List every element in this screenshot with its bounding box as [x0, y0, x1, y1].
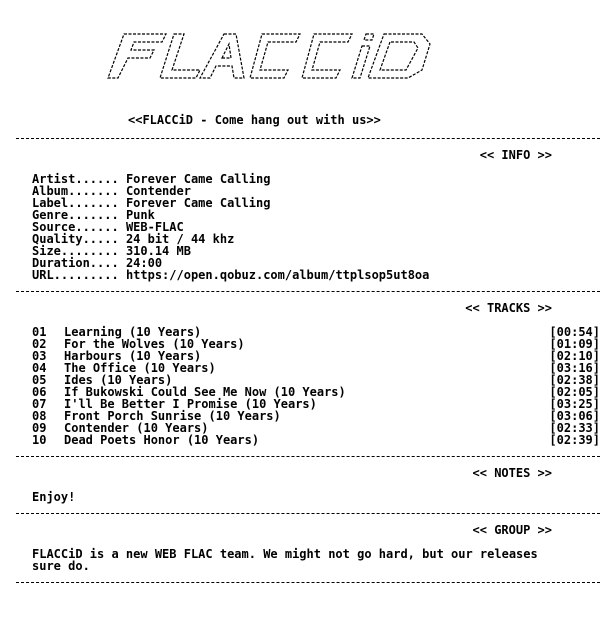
group-text-line: FLACCiD is a new WEB FLAC team. We might not go hard, but our releases [32, 547, 538, 561]
info-block [16, 173, 600, 281]
group-text [16, 548, 600, 572]
flaccid-logo [104, 30, 434, 82]
track-row: 08 Front Porch Sunrise (10 Years) [03:06] [32, 409, 600, 423]
info-heading: << INFO >> [479, 148, 552, 162]
tracks-heading: << TRACKS >> [465, 301, 552, 315]
divider [16, 291, 600, 304]
track-row: 10 Dead Poets Honor (10 Years) [02:39] [32, 433, 600, 447]
info-row: URL......... https://open.qobuz.com/album/ttplsop5ut8oa [32, 268, 430, 282]
notes-heading: << NOTES >> [472, 466, 552, 480]
nfo-document [16, 30, 600, 589]
group-text-line: sure do. [32, 559, 90, 573]
notes-text: Enjoy! [32, 490, 76, 504]
info-row: Genre....... Punk [32, 208, 155, 222]
info-row: Label....... Forever Came Calling [32, 196, 271, 210]
track-row: 04 The Office (10 Years) [03:16] [32, 361, 600, 375]
info-row: Source...... WEB-FLAC [32, 220, 184, 234]
group-heading: << GROUP >> [472, 523, 552, 537]
info-row: Size........ 310.14 MB [32, 244, 191, 258]
track-row: 06 If Bukowski Could See Me Now (10 Years) [02:05] [32, 385, 600, 399]
track-row: 07 I'll Be Better I Promise (10 Years) [03:25] [32, 397, 600, 411]
info-row: Album....... Contender [32, 184, 191, 198]
track-row: 09 Contender (10 Years) [02:33] [32, 421, 600, 435]
tagline: <<FLACCiD - Come hang out with us>> [128, 113, 381, 127]
divider [16, 582, 600, 595]
track-row: 01 Learning (10 Years) [00:54] [32, 325, 600, 339]
track-row: 02 For the Wolves (10 Years) [01:09] [32, 337, 600, 351]
track-row: 05 Ides (10 Years) [02:38] [32, 373, 600, 387]
info-row: Quality..... 24 bit / 44 khz [32, 232, 235, 246]
tracklist [16, 326, 600, 446]
divider [16, 456, 600, 469]
info-row: Artist...... Forever Came Calling [32, 172, 271, 186]
divider [16, 513, 600, 526]
divider [16, 138, 600, 151]
info-row: Duration.... 24:00 [32, 256, 163, 270]
track-row: 03 Harbours (10 Years) [02:10] [32, 349, 600, 363]
